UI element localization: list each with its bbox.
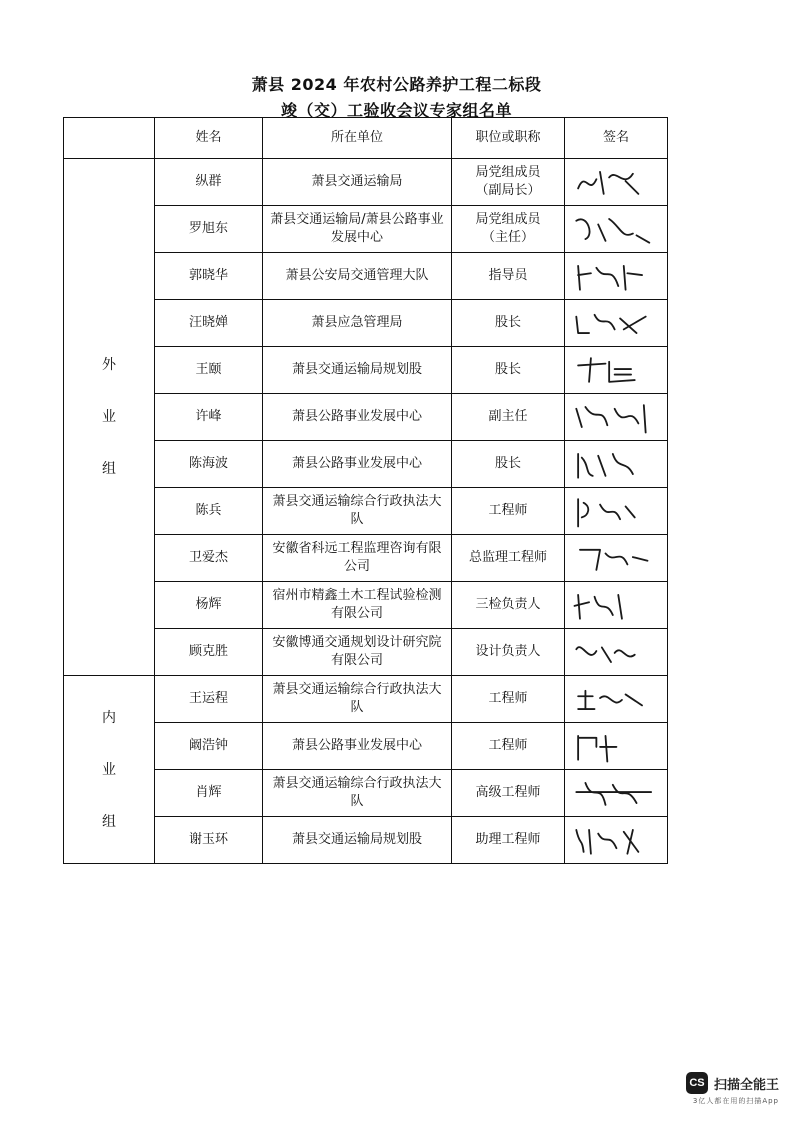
member-name	[155, 676, 263, 723]
member-unit-text: 萧县交通运输综合行政执法大队	[272, 682, 442, 715]
watermark-app-name: 扫描全能王	[713, 1077, 779, 1093]
signature-scribble-icon	[569, 723, 663, 769]
member-unit-text: 萧县交通运输局规划股	[291, 832, 422, 847]
member-name	[155, 347, 263, 394]
member-name	[155, 300, 263, 347]
expert-roster-table	[63, 117, 668, 864]
member-title-text: 高级工程师	[475, 785, 541, 800]
table-row	[64, 582, 668, 629]
table-row	[64, 159, 668, 206]
member-name-text: 卫爱杰	[188, 550, 228, 565]
table-row	[64, 441, 668, 488]
table-row	[64, 723, 668, 770]
handwritten-signature	[565, 535, 668, 582]
member-title	[452, 441, 565, 488]
signature-scribble-icon	[569, 770, 663, 816]
table-row	[64, 676, 668, 723]
handwritten-signature	[565, 394, 668, 441]
signature-scribble-icon	[569, 535, 663, 581]
group-label-char: 内	[102, 709, 116, 726]
member-title	[452, 206, 565, 253]
member-title	[452, 347, 565, 394]
member-title-text: 总监理工程师	[468, 550, 547, 565]
member-unit-text: 萧县交通运输局/萧县公路事业发展中心	[270, 212, 444, 245]
member-title-text: 副主任	[488, 409, 528, 424]
signature-scribble-icon	[569, 253, 663, 299]
signature-scribble-icon	[569, 629, 663, 675]
signature-scribble-icon	[569, 441, 663, 487]
handwritten-signature	[565, 347, 668, 394]
member-name	[155, 629, 263, 676]
member-unit-text: 萧县交通运输综合行政执法大队	[272, 494, 442, 527]
member-title-text: 工程师	[488, 738, 528, 753]
member-name-text: 王颐	[195, 362, 222, 377]
member-unit	[263, 629, 452, 676]
handwritten-signature	[565, 676, 668, 723]
member-title	[452, 159, 565, 206]
member-unit-text: 萧县应急管理局	[311, 315, 403, 330]
member-unit	[263, 770, 452, 817]
header-unit: 所在单位	[263, 118, 452, 159]
table-row	[64, 535, 668, 582]
document-title: 萧县 2024 年农村公路养护工程二标段	[251, 75, 542, 94]
member-title-text: 设计负责人	[475, 644, 541, 659]
handwritten-signature	[565, 770, 668, 817]
member-name-text: 王运程	[188, 691, 228, 706]
handwritten-signature	[565, 488, 668, 535]
watermark-tagline: 3亿人都在用的扫描App	[692, 1097, 779, 1105]
signature-scribble-icon	[569, 817, 663, 863]
group-label-char: 业	[102, 761, 116, 778]
member-name-text: 谢玉环	[188, 832, 228, 847]
header-name: 姓名	[155, 118, 263, 159]
table-row	[64, 206, 668, 253]
member-title-text: 局党组成员 （副局长）	[475, 165, 541, 198]
member-unit-text: 萧县公路事业发展中心	[291, 409, 422, 424]
member-title	[452, 723, 565, 770]
member-unit-text: 萧县交通运输局	[311, 174, 403, 189]
member-name-text: 顾克胜	[188, 644, 228, 659]
handwritten-signature	[565, 253, 668, 300]
handwritten-signature	[565, 159, 668, 206]
handwritten-signature	[565, 723, 668, 770]
member-unit-text: 萧县交通运输综合行政执法大队	[272, 776, 442, 809]
group-label-char: 组	[102, 461, 116, 477]
signature-scribble-icon	[569, 394, 663, 440]
member-unit	[263, 394, 452, 441]
member-title	[452, 394, 565, 441]
member-name-text: 陈兵	[195, 503, 222, 518]
header-signature: 签名	[565, 118, 668, 159]
table-row	[64, 394, 668, 441]
member-unit-text: 萧县公安局交通管理大队	[285, 268, 429, 283]
member-unit	[263, 676, 452, 723]
table-row	[64, 253, 668, 300]
group-label	[64, 676, 155, 864]
handwritten-signature	[565, 206, 668, 253]
group-label-char: 外	[102, 357, 116, 373]
group-label-char: 组	[102, 813, 116, 830]
member-name	[155, 817, 263, 864]
signature-scribble-icon	[569, 206, 663, 252]
member-name-text: 杨辉	[195, 597, 222, 612]
table-row	[64, 300, 668, 347]
member-title	[452, 582, 565, 629]
member-name-text: 阚浩钟	[188, 738, 228, 753]
member-unit-text: 萧县交通运输局规划股	[291, 362, 422, 377]
signature-scribble-icon	[569, 159, 663, 205]
member-unit	[263, 347, 452, 394]
header-title: 职位或职称	[452, 118, 565, 159]
camscanner-logo-icon: CS	[686, 1072, 708, 1094]
member-title	[452, 300, 565, 347]
member-title-text: 局党组成员 （主任）	[475, 212, 541, 245]
member-title-text: 股长	[494, 456, 521, 471]
member-title-text: 股长	[494, 362, 521, 377]
member-title-text: 工程师	[488, 691, 528, 706]
member-unit-text: 宿州市精鑫土木工程试验检测有限公司	[272, 588, 442, 621]
table-row	[64, 347, 668, 394]
member-name	[155, 723, 263, 770]
member-title-text: 股长	[494, 315, 521, 330]
handwritten-signature	[565, 582, 668, 629]
header-group	[64, 118, 155, 159]
handwritten-signature	[565, 629, 668, 676]
table-row	[64, 770, 668, 817]
member-unit-text: 萧县公路事业发展中心	[291, 456, 422, 471]
member-name	[155, 394, 263, 441]
table-row	[64, 629, 668, 676]
member-unit	[263, 817, 452, 864]
member-name	[155, 770, 263, 817]
signature-scribble-icon	[569, 582, 663, 628]
table-header-row	[64, 118, 668, 159]
table-row	[64, 488, 668, 535]
member-unit	[263, 441, 452, 488]
signature-scribble-icon	[569, 300, 663, 346]
member-unit	[263, 159, 452, 206]
member-name	[155, 535, 263, 582]
group-label-char: 业	[102, 409, 116, 425]
member-name-text: 陈海波	[188, 456, 228, 471]
member-unit-text: 安徽博通交通规划设计研究院有限公司	[272, 635, 442, 668]
handwritten-signature	[565, 441, 668, 488]
member-title	[452, 676, 565, 723]
member-name	[155, 582, 263, 629]
member-title	[452, 817, 565, 864]
group-label	[64, 159, 155, 676]
member-title-text: 三检负责人	[475, 597, 541, 612]
member-name	[155, 441, 263, 488]
member-unit	[263, 582, 452, 629]
member-title	[452, 770, 565, 817]
member-unit	[263, 535, 452, 582]
member-title	[452, 253, 565, 300]
member-title-text: 指导员	[488, 268, 528, 283]
member-unit	[263, 723, 452, 770]
member-name	[155, 488, 263, 535]
member-title-text: 助理工程师	[475, 832, 541, 847]
member-unit	[263, 488, 452, 535]
member-title	[452, 629, 565, 676]
signature-scribble-icon	[569, 488, 663, 534]
member-title	[452, 488, 565, 535]
member-title-text: 工程师	[488, 503, 528, 518]
member-name-text: 肖辉	[195, 785, 222, 800]
member-name	[155, 159, 263, 206]
member-name-text: 许峰	[195, 409, 222, 424]
scanner-watermark	[686, 1072, 779, 1106]
member-unit	[263, 300, 452, 347]
member-unit	[263, 253, 452, 300]
member-unit	[263, 206, 452, 253]
table-row	[64, 817, 668, 864]
member-name-text: 罗旭东	[188, 221, 228, 236]
member-name	[155, 206, 263, 253]
signature-scribble-icon	[569, 676, 663, 722]
member-unit-text: 萧县公路事业发展中心	[291, 738, 422, 753]
member-unit-text: 安徽省科远工程监理咨询有限公司	[272, 541, 442, 574]
member-name-text: 纵群	[195, 174, 222, 189]
handwritten-signature	[565, 817, 668, 864]
member-name	[155, 253, 263, 300]
handwritten-signature	[565, 300, 668, 347]
member-name-text: 郭晓华	[188, 268, 228, 283]
document-subtitle: 竣（交）工验收会议专家组名单	[280, 101, 512, 120]
signature-scribble-icon	[569, 347, 663, 393]
member-title	[452, 535, 565, 582]
member-name-text: 汪晓婵	[188, 315, 228, 330]
